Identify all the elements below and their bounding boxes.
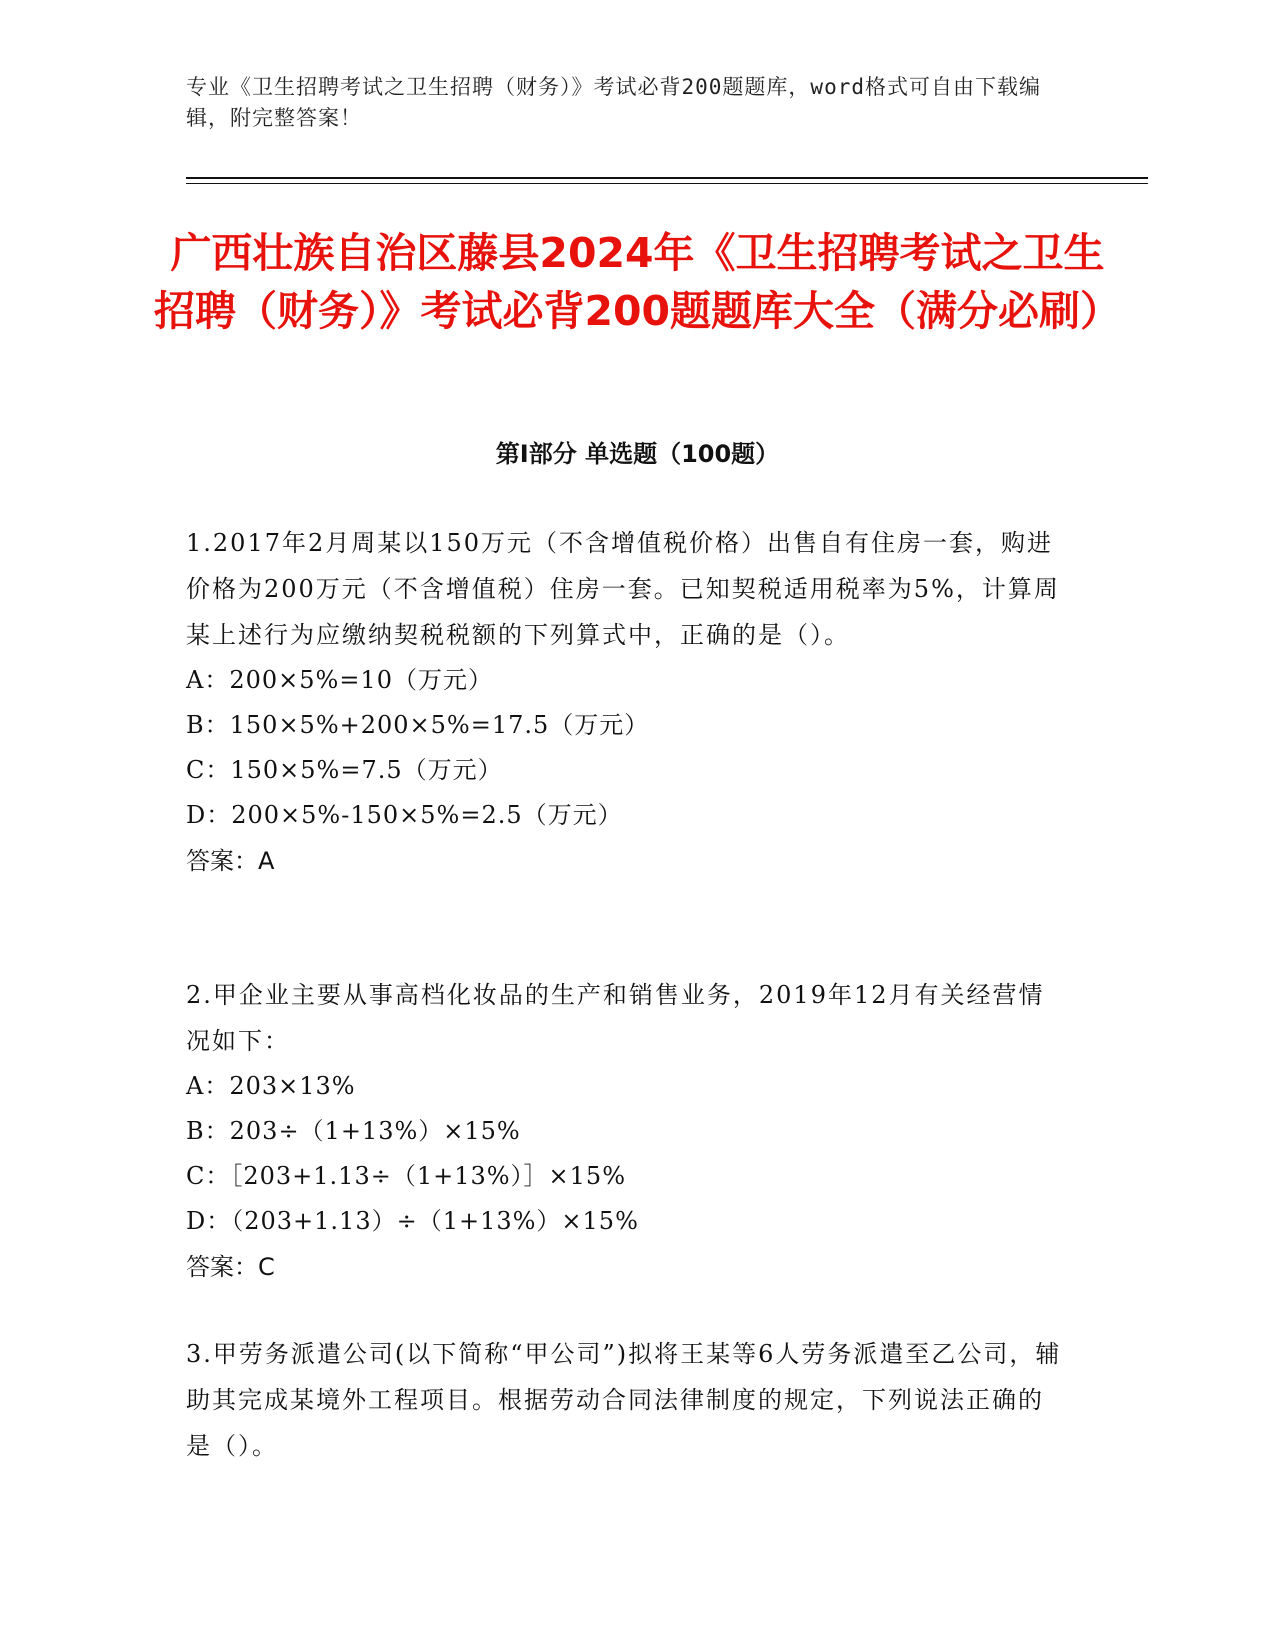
option-d: D：200×5%-150×5%=2.5（万元） <box>186 801 623 829</box>
question-2 <box>186 972 1066 1290</box>
question-stem: 2.甲企业主要从事高档化妆品的生产和销售业务，2019年12月有关经营情况如下： <box>186 981 1045 1055</box>
option-d: D：（203+1.13）÷（1+13%）×15% <box>186 1207 639 1235</box>
header-note: 专业《卫生招聘考试之卫生招聘（财务）》考试必背200题题库，word格式可自由下载编辑，附完整答案！ <box>186 75 1041 130</box>
answer: 答案：A <box>186 847 275 875</box>
option-b: B：150×5%+200×5%=17.5（万元） <box>186 711 650 739</box>
answer: 答案：C <box>186 1253 275 1281</box>
option-c: C：［203+1.13÷（1+13%）］×15% <box>186 1162 627 1190</box>
option-a: A：200×5%=10（万元） <box>186 666 493 694</box>
question-1 <box>186 520 1066 884</box>
section-heading: 第I部分 单选题（100题） <box>495 440 780 468</box>
header-rule-thin <box>186 183 1148 184</box>
question-stem: 3.甲劳务派遣公司(以下简称“甲公司”)拟将王某等6人劳务派遣至乙公司，辅助其完成某境外工程项目。根据劳动合同法律制度的规定，下列说法正确的是（）。 <box>186 1340 1062 1460</box>
option-b: B：203÷（1+13%）×15% <box>186 1117 521 1145</box>
header-rule-thick <box>186 177 1148 179</box>
question-stem: 1.2017年2月周某以150万元（不含增值税价格）出售自有住房一套，购进价格为200万元（不含增值税）住房一套。已知契税适用税率为5%，计算周某上述行为应缴纳契税税额的下列算式中，正确的是（）。 <box>186 529 1060 649</box>
question-3 <box>186 1331 1066 1469</box>
document-title: 广西壮族自治区藤县2024年《卫生招聘考试之卫生招聘（财务）》考试必背200题题库大全（满分必刷） <box>153 229 1122 335</box>
option-a: A：203×13% <box>186 1072 356 1100</box>
option-c: C：150×5%=7.5（万元） <box>186 756 503 784</box>
